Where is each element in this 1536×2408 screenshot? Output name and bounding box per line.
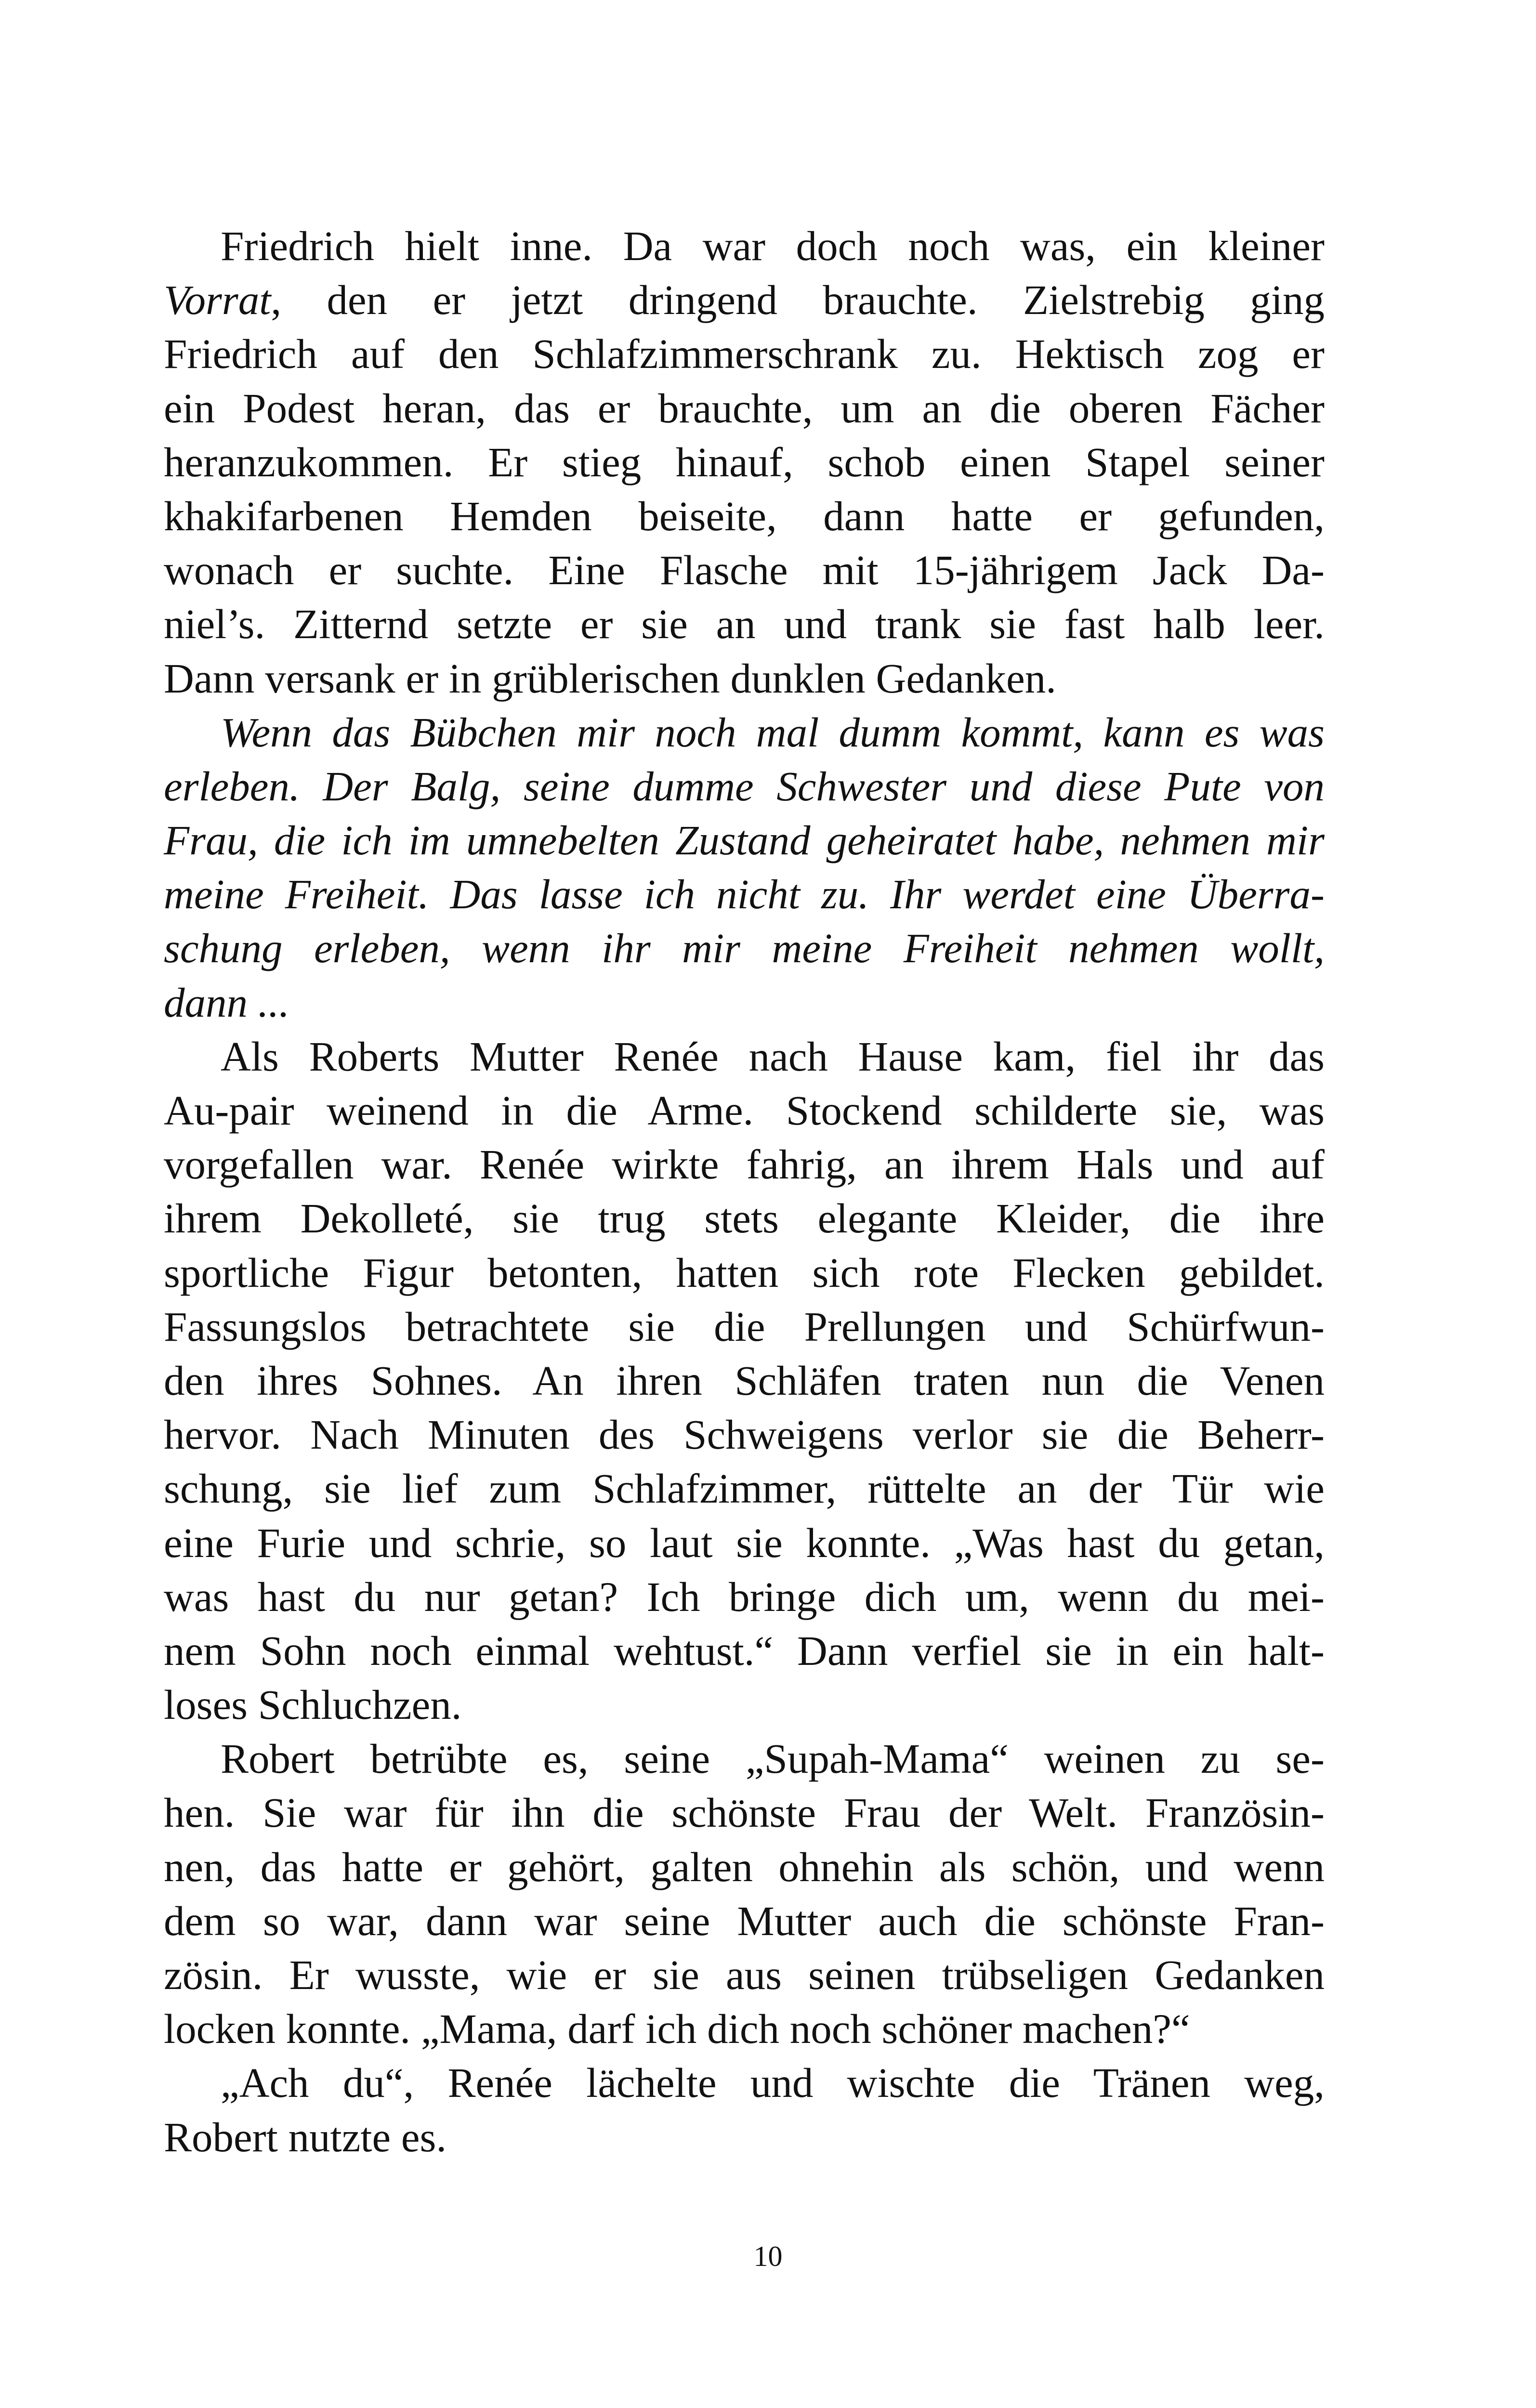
text-line: hervor. Nach Minuten des Schweigens verlor sie die Beherr- bbox=[164, 1411, 1325, 1458]
text-line: Dann versank er in grüblerischen dunklen Gedanken. bbox=[164, 654, 1056, 702]
text-line: ihrem Dekolleté, sie trug stets elegante Kleider, die ihre bbox=[164, 1195, 1325, 1242]
text-line: eine Furie und schrie, so laut sie konnte. „Was hast du getan, bbox=[164, 1519, 1325, 1566]
text-line: schung, sie lief zum Schlafzimmer, rüttelte an der Tür wie bbox=[164, 1465, 1325, 1512]
text-line: Friedrich hielt inne. Da war doch noch was, ein kleiner bbox=[221, 222, 1325, 269]
text-line bbox=[164, 273, 1325, 327]
text-line: khakifarbenen Hemden beiseite, dann hatte er gefunden, bbox=[164, 492, 1325, 539]
text-line: Au-pair weinend in die Arme. Stockend schilderte sie, was bbox=[164, 1087, 1325, 1134]
text-line: vorgefallen war. Renée wirkte fahrig, an ihrem Hals und auf bbox=[164, 1141, 1325, 1188]
text-line: was hast du nur getan? Ich bringe dich um, wenn du mei- bbox=[164, 1573, 1325, 1620]
text-line: ein Podest heran, das er brauchte, um an die oberen Fächer bbox=[164, 384, 1325, 432]
text-line: sportliche Figur betonten, hatten sich rote Flecken gebildet. bbox=[164, 1249, 1325, 1296]
text-line: wonach er suchte. Eine Flasche mit 15-jährigem Jack Da- bbox=[164, 547, 1325, 594]
page-number: 10 bbox=[753, 2240, 783, 2272]
text-line: nem Sohn noch einmal wehtust.“ Dann verfiel sie in ein halt- bbox=[164, 1627, 1325, 1674]
text-line: Wenn das Bübchen mir noch mal dumm kommt, kann es was bbox=[221, 708, 1325, 756]
text-line: nen, das hatte er gehört, galten ohnehin als schön, und wenn bbox=[164, 1843, 1325, 1890]
text-line: Robert betrübte es, seine „Supah-Mama“ weinen zu se- bbox=[221, 1735, 1325, 1782]
text-line: Als Roberts Mutter Renée nach Hause kam, fiel ihr das bbox=[221, 1033, 1325, 1080]
text-line: „Ach du“, Renée lächelte und wischte die Tränen weg, bbox=[221, 2059, 1325, 2107]
text-line: locken konnte. „Mama, darf ich dich noch schöner machen?“ bbox=[164, 2005, 1190, 2053]
text-line: erleben. Der Balg, seine dumme Schwester und diese Pute von bbox=[164, 762, 1325, 810]
text-line: heranzukommen. Er stieg hinauf, schob einen Stapel seiner bbox=[164, 438, 1325, 485]
text-line: schung erleben, wenn ihr mir meine Freiheit nehmen wollt, bbox=[164, 925, 1325, 972]
text-line: dann ... bbox=[164, 979, 289, 1026]
text-segment: , den er jetzt dringend brauchte. Zielstrebig ging bbox=[271, 276, 1325, 324]
italic-word: Vorrat bbox=[164, 276, 271, 324]
text-line: hen. Sie war für ihn die schönste Frau der Welt. Französin- bbox=[164, 1789, 1325, 1836]
text-line: zösin. Er wusste, wie er sie aus seinen trübseligen Gedanken bbox=[164, 1951, 1325, 1998]
text-line: loses Schluchzen. bbox=[164, 1681, 462, 1728]
text-line: niel’s. Zitternd setzte er sie an und trank sie fast halb leer. bbox=[164, 601, 1325, 648]
text-line: Frau, die ich im umnebelten Zustand geheiratet habe, nehmen mir bbox=[164, 817, 1325, 864]
text-line: Fassungslos betrachtete sie die Prellungen und Schürfwun- bbox=[164, 1303, 1325, 1350]
text-line: den ihres Sohnes. An ihren Schläfen traten nun die Venen bbox=[164, 1357, 1325, 1404]
text-line: dem so war, dann war seine Mutter auch die schönste Fran- bbox=[164, 1897, 1325, 1944]
text-line: Robert nutzte es. bbox=[164, 2113, 447, 2160]
body-text bbox=[164, 219, 1325, 2164]
text-line: meine Freiheit. Das lasse ich nicht zu. Ihr werdet eine Überra- bbox=[164, 871, 1325, 918]
text-line: Friedrich auf den Schlafzimmerschrank zu. Hektisch zog er bbox=[164, 330, 1325, 378]
